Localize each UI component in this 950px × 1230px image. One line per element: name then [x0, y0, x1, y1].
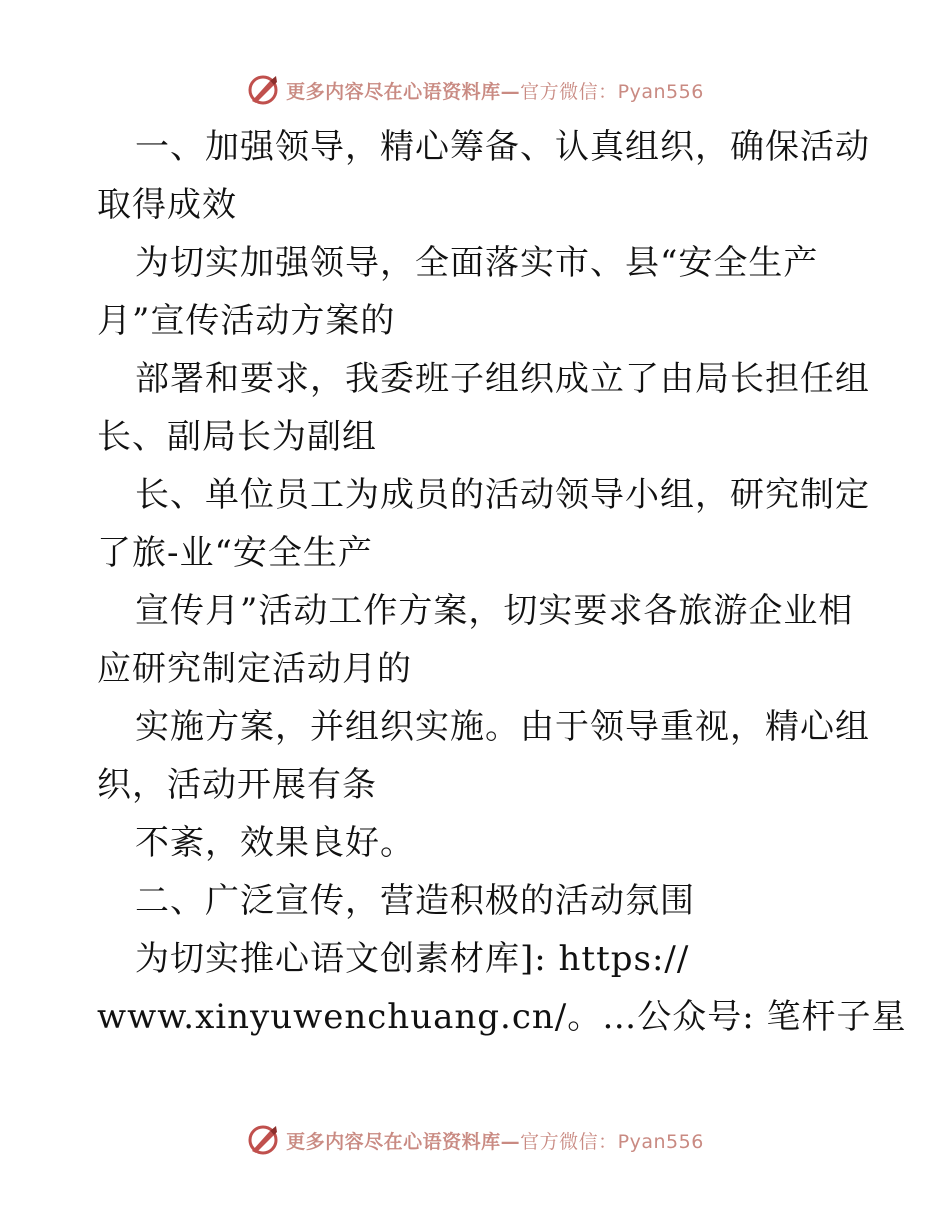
text-line: 实施方案，并组织实施。由于领导重视，精心组: [135, 707, 870, 747]
text-line: 取得成效: [97, 185, 237, 225]
text-line: 为切实加强领导，全面落实市、县“安全生产: [135, 243, 819, 283]
footer-watermark: [0, 1120, 950, 1160]
text-line: 宣传月”活动工作方案，切实要求各旅游企业相: [135, 591, 854, 631]
text-line: www.xinyuwenchuang.cn/。…公众号: 笔杆子星: [97, 997, 907, 1037]
header-watermark-contact: 官方微信：Pyan556: [520, 80, 704, 103]
text-line: 长、单位员工为成员的活动领导小组，研究制定: [135, 475, 870, 515]
header-watermark-text: 更多内容尽在心语资料库—官方微信：Pyan556: [286, 80, 704, 103]
footer-watermark-text: 更多内容尽在心语资料库—官方微信：Pyan556: [286, 1130, 704, 1153]
text-line: 了旅-业“安全生产: [97, 533, 373, 573]
text-line: 应研究制定活动月的: [97, 649, 412, 689]
quill-logo-icon: [246, 1123, 280, 1157]
document-body: [97, 118, 907, 1046]
text-line: 部署和要求，我委班子组织成立了由局长担任组: [135, 359, 870, 399]
text-line: 织，活动开展有条: [97, 765, 377, 805]
text-line: 一、加强领导，精心筹备、认真组织，确保活动: [135, 127, 870, 167]
quill-logo-icon: [246, 73, 280, 107]
text-line: 为切实推心语文创素材库]: https://: [135, 939, 690, 979]
header-watermark: [0, 70, 950, 110]
text-line: 不紊，效果良好。: [135, 823, 415, 863]
section-heading: 二、广泛宣传，营造积极的活动氛围: [135, 881, 695, 921]
footer-watermark-contact: 官方微信：Pyan556: [520, 1130, 704, 1153]
text-line: 长、副局长为副组: [97, 417, 377, 457]
text-line: 月”宣传活动方案的: [97, 301, 396, 341]
